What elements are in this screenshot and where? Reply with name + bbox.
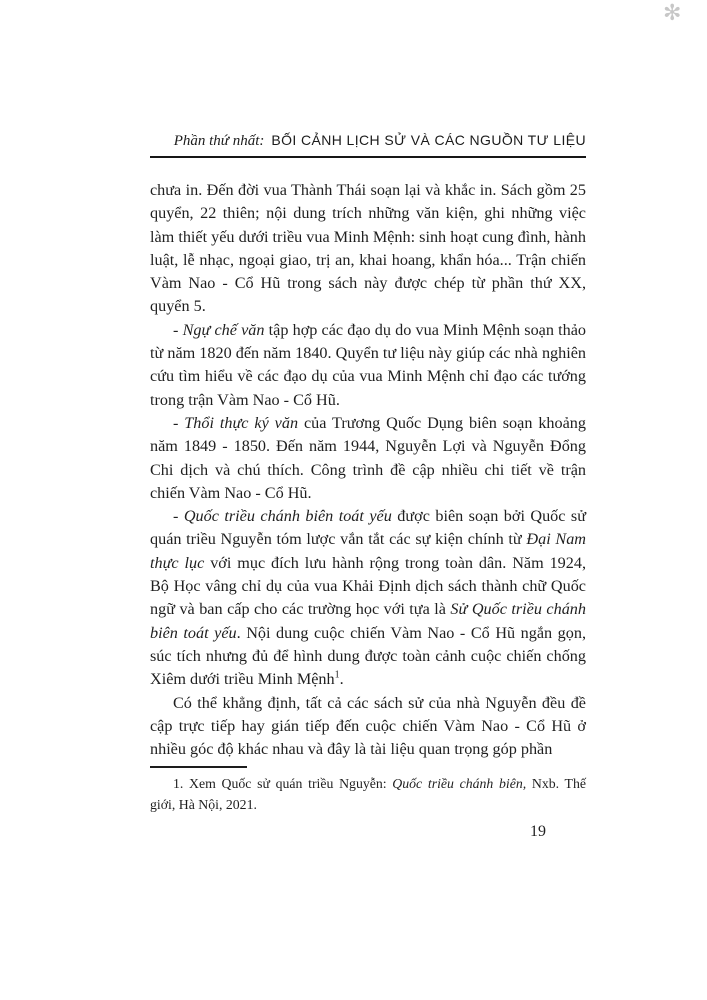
running-head — [150, 132, 586, 150]
page-body — [150, 179, 586, 761]
flower-ornament-icon: ✻ — [663, 1, 682, 26]
footnote: 1. Xem Quốc sử quán triều Nguyễn: Quốc triều chánh biên, Nxb. Thế giới, Hà Nội, 2021. — [150, 776, 586, 812]
body-paragraph: - Thổi thực ký văn của Trương Quốc Dụng biên soạn khoảng năm 1849 - 1850. Đến năm 1944, Nguyễn Lợi và Nguyễn Đổng Chi dịch và chú thích. Công trình đề cập nhiều chi tiết về trận chiến Vàm Nao - Cổ Hũ. — [150, 413, 586, 502]
body-paragraph: - Quốc triều chánh biên toát yếu được biên soạn bởi Quốc sử quán triều Nguyễn tóm lược vắn tắt các sự kiện chính từ Đại Nam thực lục với mục đích lưu hành rộng trong toàn dân. Năm 1924, Bộ Học vâng chỉ dụ của vua Khải Định dịch sách thành chữ Quốc ngữ và ban cấp cho các trường học với tựa là Sử Quốc triều chánh biên toát yếu. Nội dung cuộc chiến Vàm Nao - Cổ Hũ ngắn gọn, súc tích nhưng đủ để hình dung được toàn cảnh cuộc chiến chống Xiêm dưới triều Minh Mệnh$^1$. — [150, 507, 586, 689]
running-head-part-label: Phần thứ nhất: — [173, 133, 265, 149]
footnote-rule — [150, 766, 247, 768]
page-number: 19 — [530, 823, 546, 840]
header-rule — [150, 156, 586, 158]
body-paragraph: - Ngự chế văn tập hợp các đạo dụ do vua Minh Mệnh soạn thảo từ năm 1820 đến năm 1840. Quyển tư liệu này giúp các nhà nghiên cứu tìm hiểu về các đạo dụ của vua Minh Mệnh chỉ đạo các tướng trong trận Vàm Nao - Cổ Hũ. — [150, 320, 586, 409]
running-head-title: BỐI CẢNH LỊCH SỬ VÀ CÁC NGUỒN TƯ LIỆU — [271, 132, 586, 148]
body-paragraph: Có thể khẳng định, tất cả các sách sử của nhà Nguyễn đều đề cập trực tiếp hay gián tiếp đến cuộc chiến Vàm Nao - Cổ Hũ ở nhiều góc độ khác nhau và đây là tài liệu quan trọng góp phần — [150, 693, 586, 759]
body-paragraph: chưa in. Đến đời vua Thành Thái soạn lại và khắc in. Sách gồm 25 quyển, 22 thiên; nội dung trích những văn kiện, ghi những việc làm thiết yếu dưới triều vua Minh Mệnh: sinh hoạt cung đình, hành luật, lễ nhạc, ngoại giao, trị an, khai hoang, khẩn hóa... Trận chiến Vàm Nao - Cổ Hũ trong sách này được chép từ phần thứ XX, quyển 5. — [150, 181, 586, 316]
